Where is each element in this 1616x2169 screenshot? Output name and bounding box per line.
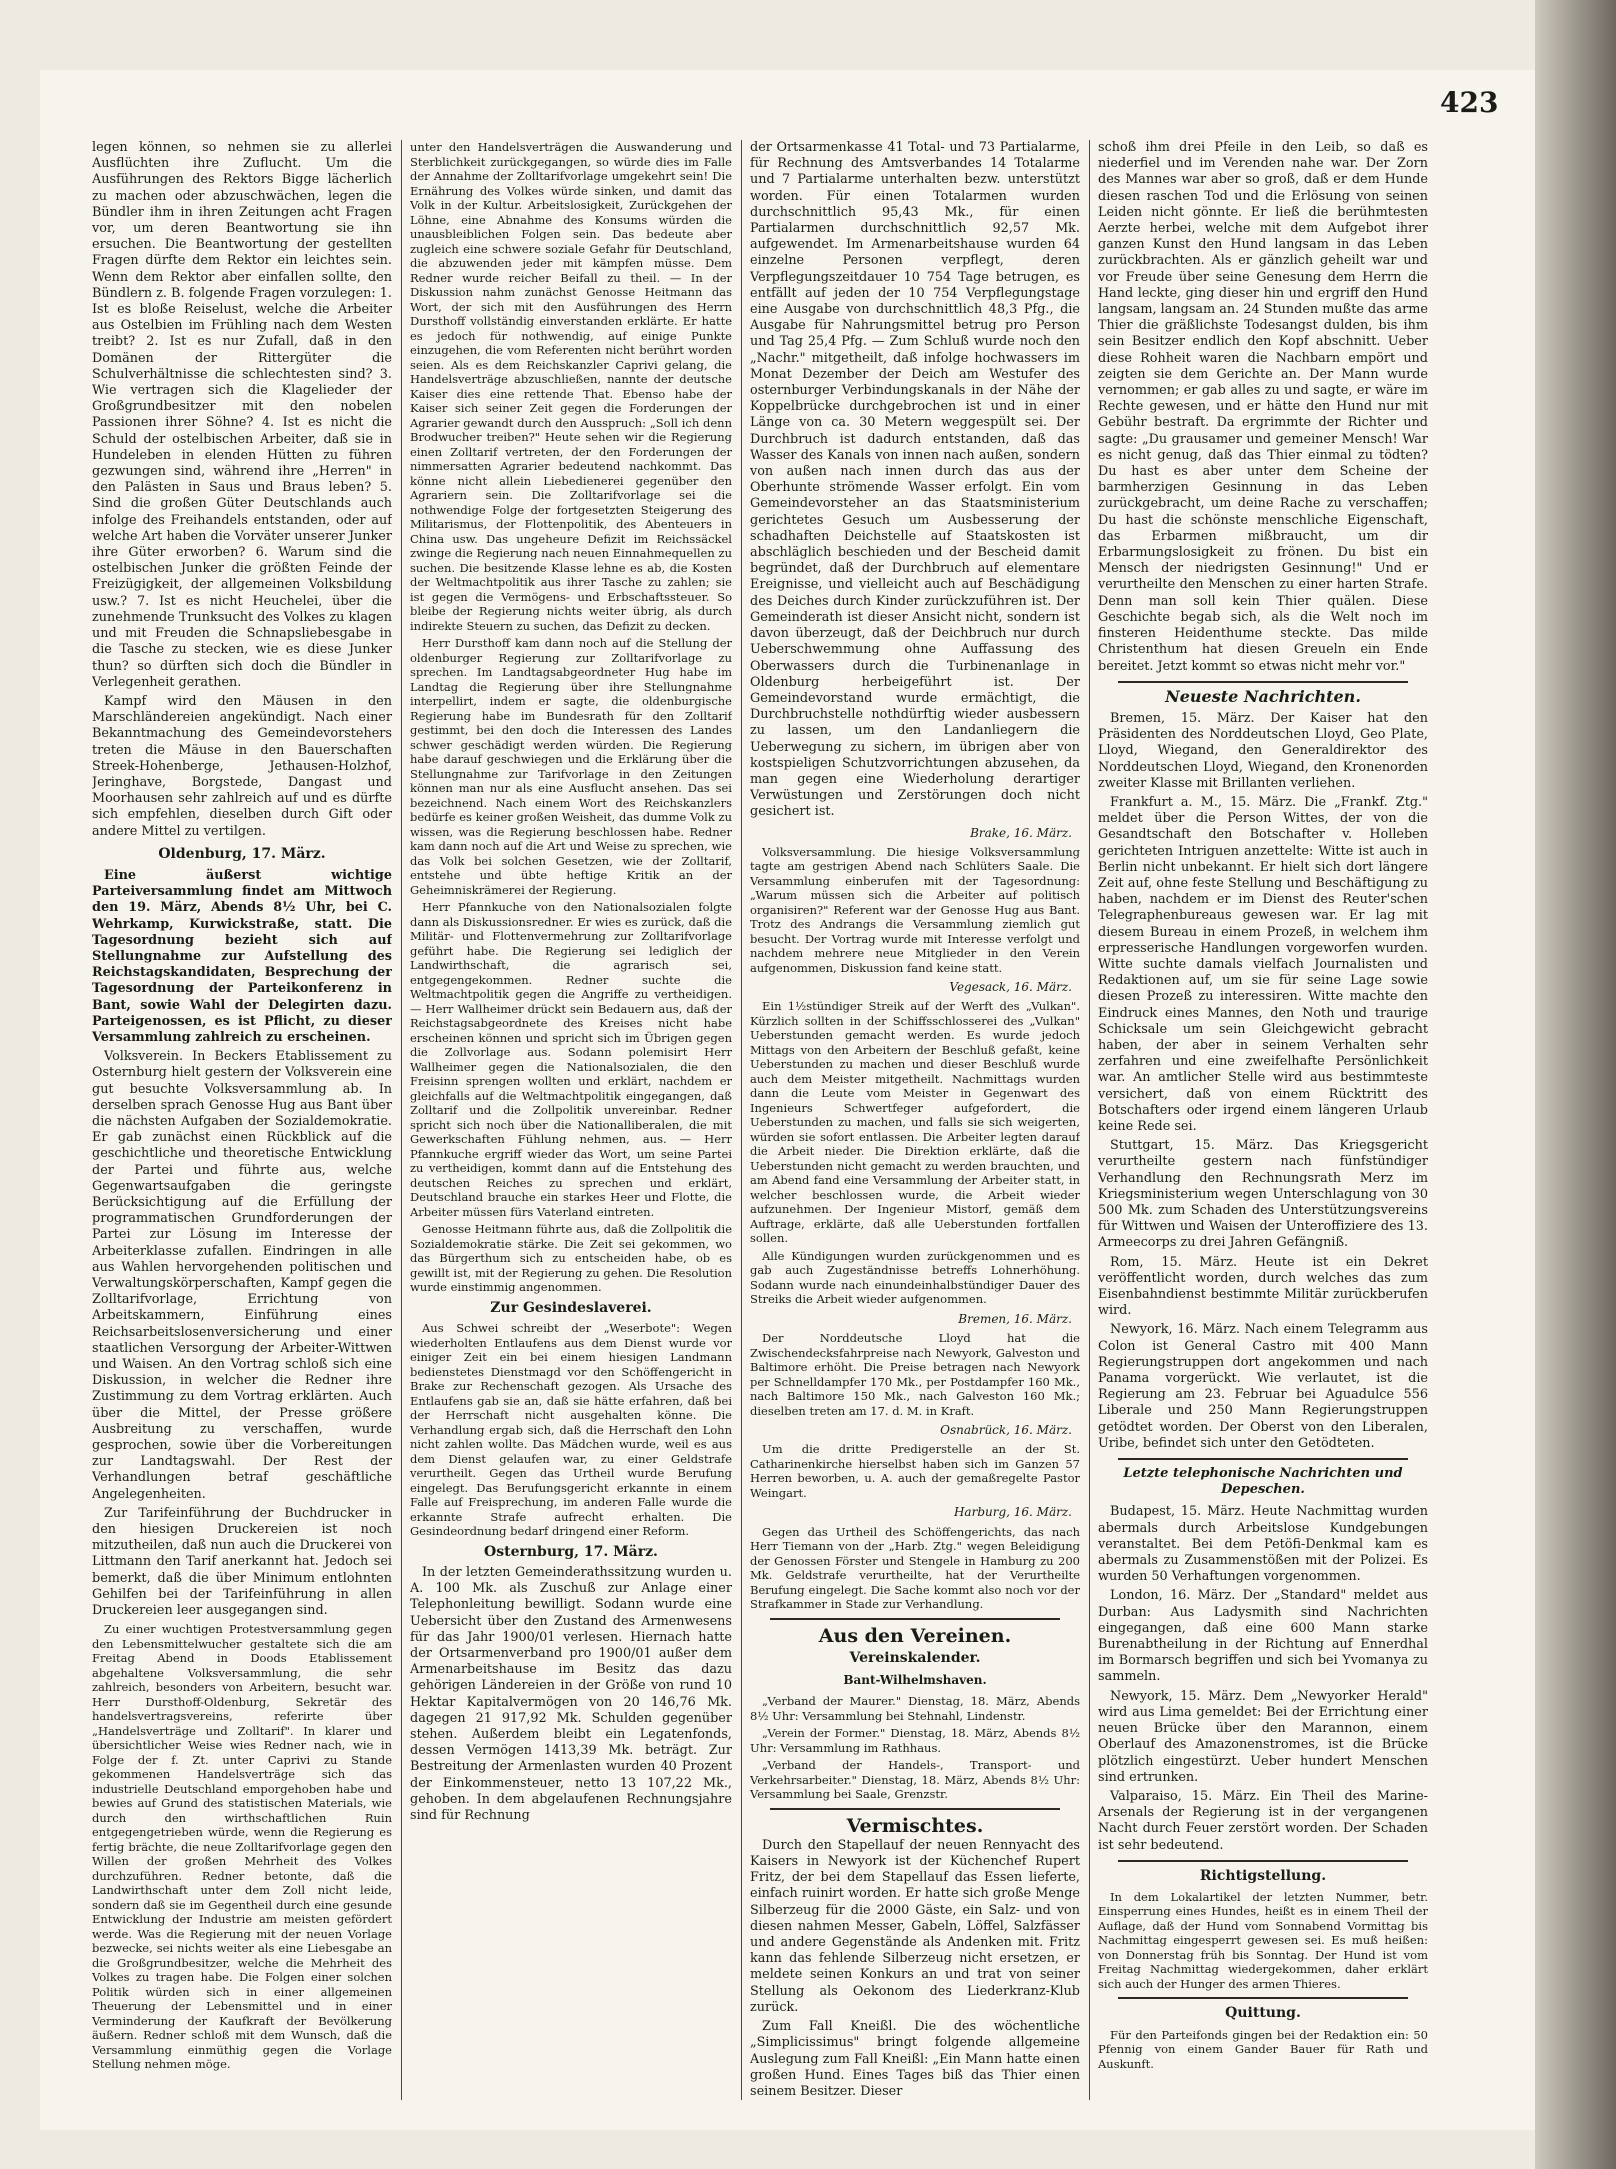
article-text: Um die dritte Predigerstelle an der St. Catharinenkirche hierselbst haben sich im Ganzen 57 Herren beworben, u. A. auch der gemaßregelte Pastor Weingart. [750,1442,1080,1500]
column-3 [750,140,1080,2100]
article-text: Aus Schwei schreibt der „Weserbote": Wegen wiederholten Entlaufens aus dem Dienst wurde vor einiger Zeit ein bei einem hiesigen Landmann bedienstetes Dienstmagd vor den Schöffengericht in Brake zur Rechenschaft gezogen. Als Ursache des Entlaufens gab sie an, daß sie hätte erfahren, daß bei der Herrschaft nicht ausgehalten könne. Die Verhandlung ergab sich, daß die Herrschaft den Lohn nicht zahlen wollte. Das Mädchen wurde, weil es aus dem Dienst gelaufen war, zu einer Geldstrafe verurtheilt. Gegen das Urtheil wurde Berufung eingelegt. Das Berufungsgericht erkannte in einem Falle auf Freisprechung, im anderen Falle wurde die erkannte Strafe aufrecht erhalten. Die Gesindeordnung bedarf dringend einer Reform. [410,1321,732,1538]
calendar-entry: „Verein der Former." Dienstag, 18. März, Abends 8½ Uhr: Versammlung im Rathhaus. [750,1726,1080,1755]
dateline: Vegesack, 16. März. [949,980,1072,995]
article-text: Volksversammlung. Die hiesige Volksversammlung tagte am gestrigen Abend nach Schlüters Saale. Die Versammlung einberufen mit der Tagesordnung: „Warum müssen sich die Arbeiter auf politisch organisiren?" Referent war der Genosse Hug aus Bant. Trotz des Andrangs die Versammlung ziemlich gut besucht. Der Vortrag wurde mit Interesse verfolgt und nachdem mehrere neue Mitglieder in den Verein aufgenommen, Diskussion fand keine statt. [750,844,1080,975]
article-text: Eine äußerst wichtige Parteiversammlung findet am Mittwoch den 19. März, Abends 8½ Uhr, bei C. Wehrkamp, Kurwickstraße, statt. Die Tagesordnung bezieht sich auf Stellungnahme zur Aufstellung des Reichstagskandidaten, Besprechung der Tagesordnung der Parteikonferenz in Bant, sowie Wahl der Delegirten dazu. Parteigenossen, es ist Pflicht, zu dieser Versammlung zahlreich zu erscheinen. [92,867,392,1045]
column-4 [1098,140,1428,2100]
article-text: Newyork, 15. März. Dem „Newyorker Herald" wird aus Lima gemeldet: Bei der Errichtung einer neuen Brücke über den Marannon, einem Oberlauf des Amazonenstromes, ist die Brücke plötzlich eingestürzt. Ueber hundert Menschen sind ertrunken. [1098,1688,1428,1785]
column-1 [92,140,392,2100]
section-rule [1118,1997,1408,1999]
section-heading: Aus den Vereinen. [818,1624,1012,1647]
article-text: Genosse Heitmann führte aus, daß die Zollpolitik die Sozialdemokratie stärke. Die Zeit sei gekommen, wo das Bürgerthum sich zu entscheiden habe, ob es gewillt ist, mit der Regierung zu gehen. Die Resolution wurde einstimmig angenommen. [410,1222,732,1294]
section-heading: Quittung. [1225,2005,1301,2022]
article-text: legen können, so nehmen sie zu allerlei Ausflüchten ihre Zuflucht. Um die Ausführungen des Rektors Bigge lächerlich zu machen oder abzuschwächen, legen die Bündler ihm in ihren Zeitungen acht Fragen vor, um deren Beantwortung sie ihn ersuchen. Die Beantwortung der gestellten Fragen dürfte dem Rektor ein leichtes sein. Wenn dem Rektor aber einfallen sollte, den Bündlern z. B. folgende Fragen vorzulegen: 1. Ist es bloße Reiselust, welche die Arbeiter aus Ostelbien im Frühling nach dem Westen treibt? 2. Ist es nur Zufall, daß in den Domänen der Rittergüter die Schulverhältnisse die schlechtesten sind? 3. Wie vertragen sich die Klagelieder der Großgrundbesitzer mit den nobelen Passionen ihrer Söhne? 4. Ist es nicht die Schuld der ostelbischen Arbeiter, daß sie in Hundeleben in elenden Hütten zu führen gezwungen sind, während ihre „Herren" in den Palästen in Saus und Braus leben? 5. Sind die großen Güter Deutschlands auch infolge des Freihandels entstanden, oder auf welche Art haben die Vorväter unserer Junker ihre Güter erworben? 6. Warum sind die ostelbischen Junker die größten Feinde der Freizügigkeit, der allgemeinen Volksbildung usw.? 7. Ist es nicht Heuchelei, über die zunehmende Trunksucht des Volkes zu klagen und mit Freuden die Schnapsliebesgabe in die Tasche zu stecken, wie es diese Junker thun? so dürften sich doch die Bündler in Verlegenheit gerathen. [92,140,392,690]
article-text: Zu einer wuchtigen Protestversammlung gegen den Lebensmittelwucher gestaltete sich die am Freitag Abend in Doods Etablissement abgehaltene Volksversammlung, die sehr zahlreich, besonders von Arbeitern, besucht war. Herr Dursthoff-Oldenburg, Sekretär des handelsvertragsvereins, referirte über „Handelsverträge und Zolltarif". In klarer und übersichtlicher Weise wies Redner nach, wie in Folge der f. Zt. unter Caprivi zu Stande gekommenen Handelsverträge sich das industrielle Deutschland emporgehoben habe und bewies auf Grund des statistischen Materials, wie durch den wirthschaftlichen Ruin entgegengetrieben würde, wenn die Regierung es fertig brächte, die neue Zolltarifvorlage gegen den Willen der großen Mehrheit des Volkes durchzuführen. Redner betonte, daß die Landwirthschaft unter dem Zoll nicht leide, sondern daß sie im Gegentheil durch eine gesunde Entwicklung der Industrie am meisten gefördert werde. Was die Regierung mit der neuen Vorlage bezwecke, sei nichts weiter als eine Liebesgabe an die Großgrundbesitzer, welche die Mehrheit des Volkes zu tragen habe. Die Folgen einer solchen Politik würden sich in einer allgemeinen Theuerung der Lebensmittel und in einer Verminderung der Kaufkraft der Bevölkerung äußern. Redner schloß mit dem Wunsch, daß die Versammlung einmüthig gegen die Vorlage Stellung nehmen möge. [92,1622,392,2072]
article-text: Alle Kündigungen wurden zurückgenommen und es gab auch Zugeständnisse betreffs Lohnerhöhung. Sodann wurde nach einundeinhalbstündiger Dauer des Streiks die Arbeit wieder aufgenommen. [750,1248,1080,1307]
section-heading: Neueste Nachrichten. [1165,686,1361,706]
section-rule [1118,1458,1408,1460]
section-heading: Letzte telephonische Nachrichten und Depeschen. [1123,1466,1403,1498]
article-text: Valparaiso, 15. März. Ein Theil des Marine-Arsenals der Regierung ist in der vergangenen Nacht durch Feuer zerstört worden. Der Schaden ist sehr bedeutend. [1098,1788,1428,1853]
article-text: Zum Fall Kneißl. Die des wöchentliche „Simplicissimus" bringt folgende allgemeine Auslegung zum Fall Kneißl: „Ein Mann hatte einen großen Hund. Eines Tages biß das Thier einen seinem Besitzer. Dieser [750,2019,1080,2099]
article-text: In der letzten Gemeinderathssitzung wurden u. A. 100 Mk. als Zuschuß zur Anlage einer Telephonleitung bewilligt. Sodann wurde eine Uebersicht über den Zustand des Armenwesens für das Jahr 1900/01 verlesen. Hiernach hatte der Ortsarmenverband pro 1900/01 außer dem Armenarbeitshause im Besitz das dazu gehörigen Ländereien in der Größe von rund 10 Hektar Kapitalvermögen von 20 146,76 Mk. dagegen 21 917,92 Mk. Schulden gegenüber stehen. Außerdem bleibt ein Legatenfonds, dessen Vermögen 1413,39 Mk. beträgt. Zur Bestreitung der Armenlasten wurden 40 Prozent der Einkommensteuer, netto 13 107,22 Mk., gehoben. In dem abgelaufenen Rechnungsjahre sind für Rechnung [410,1565,732,1824]
dateline: Harburg, 16. März. [953,1505,1072,1520]
section-heading: Vermischtes. [846,1814,984,1837]
article-text: Herr Pfannkuche von den Nationalsozialen folgte dann als Diskussionsredner. Er wies es zurück, daß die Militär- und Flottenvermehrung zur Zolltarifvorlage geführt habe. Die Regierung sei lediglich der Landwirthschaft, die agrarisch sei, entgegengekommen. Redner suchte die Weltmachtpolitik gegen die Angriffe zu vertheidigen. — Herr Wallheimer drückt sein Bedauern aus, daß der Reichstagsabgeordnete des Kreises nicht habe erscheinen können und spricht sich im Übrigen gegen die Zollvorlage aus. Sodann polemisirt Herr Wallheimer gegen die Nationalsozialen, die den Freisinn sprengen wollten und erklärt, nachdem er gleichfalls auf die Weltmachtpolitik eingegangen, daß Zolltarif und die Zollpolitik unvereinbar. Redner spricht sich noch über die Nationalliberalen, die mit Gewerkschaften Fühlung nehmen, aus. — Herr Pfannkuche ergriff wieder das Wort, um seine Partei zu vertheidigen, kommt dann auf die Entstehung des deutschen Reiches zu sprechen und erklärt, Deutschland brauche ein starkes Heer und Flotte, die Arbeiter müssen fürs Vaterland eintreten. [410,900,732,1219]
article-text: London, 16. März. Der „Standard" meldet aus Durban: Aus Ladysmith sind Nachrichten eingegangen, daß eine 600 Mann starke Burenabtheilung in der Richtung auf Ennerdhal im Bormarsch begriffen und sich bei Yvomanya zu sammeln. [1098,1588,1428,1685]
article-text: Kampf wird den Mäusen in den Marschländereien angekündigt. Nach einer Bekanntmachung des Gemeindevorstehers treten die Mäuse in den Bauerschaften Streek-Hohenberge, Jethausen-Holzhof, Jeringhave, Borgstede, Dangast und Moorhausen sehr zahlreich auf und es dürfte sich empfehlen, dieselben durch Gift oder andere Mittel zu vertilgen. [92,693,392,839]
article-text: Herr Dursthoff kam dann noch auf die Stellung der oldenburger Regierung zur Zolltarifvorlage zu sprechen. Im Landtagsabgeordneter Hug habe im Landtag die Regierung über ihre Stellungnahme interpellirt, indem er sagte, die oldenburgische Regierung habe im Bundesrath für den Zolltarif gestimmt, bei den doch die Interessen des Landes schwer geschädigt werden würden. Die Regierung habe darauf geschwiegen und die Erklärung über die Stellungnahme zur Tarifvorlage in den Zeitungen können man nur als eine Ausflucht ansehen. Das sei bezeichnend. Nach einem Wort des Reichskanzlers bedürfe es keiner großen Weisheit, das dumme Volk zu wissen, was die Regierung beschlossen habe. Redner kam dann noch auf die Art und Weise zu sprechen, wie das Volk bei solchen Gesetzen, wie der Zolltarif, entstehe und übte heftige Kritik an der Geheimniskrämerei der Regierung. [410,636,732,897]
article-text: Bremen, 15. März. Der Kaiser hat den Präsidenten des Norddeutschen Lloyd, Geo Plate, Lloyd, Wiegand, den Generaldirektor des Norddeutschen Lloyd, Wiegand, den Kronenorden zweiter Klasse mit Brillanten verliehen. [1098,710,1428,791]
article-text: Newyork, 16. März. Nach einem Telegramm aus Colon ist General Castro mit 400 Mann Regierungstruppen dort angekommen und nach Panama vorgerückt. Wie verlautet, ist die Regierung am 23. Februar bei Aguadulce 556 Liberale und 250 Mann Regierungstruppen getödtet worden. Der Oberst von den Liberalen, Uribe, befindet sich unter den Getödteten. [1098,1322,1428,1451]
adjacent-page-edge [1535,0,1616,2169]
article-text: Rom, 15. März. Heute ist ein Dekret veröffentlicht worden, durch welches das zum Eisenbahndienst bestimmte Militär zurückberufen wird. [1098,1254,1428,1319]
article-text: In dem Lokalartikel der letzten Nummer, betr. Einsperrung eines Hundes, heißt es in einem Theil der Auflage, daß der Hund vom Sonnabend Vormittag bis Nachmittag eingesperrt gewesen sei. Es muß heißen: von Donnerstag früh bis Sonntag. Der Hund ist vom Freitag Nachmittag wiedergekommen, daher erklärt sich auch der Hunger des armen Thieres. [1098,1889,1428,1991]
calendar-title: Vereinskalender. [849,1649,981,1666]
article-text: Stuttgart, 15. März. Das Kriegsgericht verurtheilte gestern nach fünfstündiger Verhandlung den Rechnungsrath Merz im Kriegsministerium wegen Unterschlagung von 30 500 Mk. zum Schaden des Unterstützungsvereins für Wittwen und Waisen der Unteroffiziere des 13. Armeecorps zu drei Jahren Gefängniß. [1098,1138,1428,1251]
section-rule [1118,681,1408,683]
dateline: Brake, 16. März. [970,825,1072,840]
article-text: Budapest, 15. März. Heute Nachmittag wurden abermals durch Arbeitslose Kundgebungen veranstaltet. Bei dem Petöfi-Denkmal kam es abermals zu Zusammenstößen mit der Polizei. Es wurden 50 Verhaftungen vorgenommen. [1098,1504,1428,1585]
column-rule [741,140,742,2100]
subheading: Zur Gesindeslaverei. [490,1299,652,1316]
page-number: 423 [1440,86,1499,119]
section-rule [1118,1860,1408,1862]
calendar-entry: „Verband der Maurer." Dienstag, 18. März, Abends 8½ Uhr: Versammlung bei Stehnahl, Lindenstr. [750,1694,1080,1723]
article-text: Für den Parteifonds gingen bei der Redaktion ein: 50 Pfennig von einem Gander Bauer für Rath und Auskunft. [1098,2027,1428,2071]
article-text: Ein 1½stündiger Streik auf der Werft des „Vulkan". Kürzlich sollten in der Schiffsschlosserei des „Vulkan" Ueberstunden gemacht werden. Es wurde jedoch Mittags von den Arbeitern der Beschluß gefaßt, keine Ueberstunden zu machen und dieser Beschluß wurde auch dem Meister mitgetheilt. Nachmittags wurden dann die Leute vom Meister in Gegenwart des Ingenieurs Schwertfeger aufgefordert, die Ueberstunden zu machen, und falls sie sich weigerten, würden sie sofort entlassen. Die Arbeiter legten darauf die Arbeit nieder. Die Direktion erklärte, daß die Ueberstunden nicht gemacht zu werden brauchten, und am Abend fand eine Versammlung der Arbeiter statt, in welcher beschlossen wurde, die Arbeit wieder aufzunehmen. Der Ingenieur Mistorf, gemäß dem Auftrage, erklärte, daß alle Ueberstunden fortfallen sollen. [750,999,1080,1246]
column-rule [401,140,402,2100]
calendar-place: Bant-Wilhelmshaven. [843,1672,987,1687]
article-text: der Ortsarmenkasse 41 Total- und 73 Partialarme, für Rechnung des Amtsverbandes 14 Totalarme und 7 Partialarme unterhalten bezw. unterstützt worden. Für einen Totalarmen wurden durchschnittlich 95,43 Mk., für einen Partialarmen durchschnittlich 92,57 Mk. aufgewendet. Im Armenarbeitshause wurden 64 einzelne Personen verpflegt, deren Verpflegungszeitdauer 10 754 Tage betrugen, es entfällt auf jeden der 10 754 Verpflegungstage eine Ausgabe von durchschnittlich 48,3 Pfg., die Ausgabe für Nahrungsmittel betrug pro Person und Tag 25,4 Pfg. — Zum Schluß wurde noch den „Nachr." mitgetheilt, daß infolge hochwassers im Monat Dezember der Deich am Westufer des osternburger Verbindungskanals in der Nähe der Koppelbrücke durchgebrochen ist und in einer Länge von ca. 30 Metern weggespült sei. Der Durchbruch ist dadurch entstanden, daß das Wasser des Kanals von innen nach außen, sondern von außen nach innen durch das aus der Oberhunte strömende Wasser erfolgt. Ein vom Gemeindevorsteher an das Staatsministerium gerichtetes Gesuch um Ausbesserung der schadhaften Deichstelle auf Staatskosten ist abschläglich beschieden und der Bescheid damit begründet, daß der Durchbruch auf elementare Ereignisse, und vielleicht auch auf Beschädigung des Deiches durch Kinder zurückzuführen ist. Der Gemeinderath ist dieser Ansicht nicht, sondern ist davon überzeugt, daß der Deichbruch nur durch Ueberschwemmung ohne Auffassung des Oberwassers durch die Turbinenanlage in Oldenburg herbeigeführt ist. Der Gemeindevorstand wurde ermächtigt, die Durchbruchstelle nothdürftig wieder ausbessern zu lassen, um den Landanliegern die Ueberwegung zu sichern, im übrigen aber von kostspieligen Schutzvorrichtungen abzusehen, da man gegen eine Wiederholung derartiger Verwüstungen und Zerstörungen doch nicht gesichert ist. [750,140,1080,820]
section-heading: Richtigstellung. [1199,1867,1327,1884]
article-text: Frankfurt a. M., 15. März. Die „Frankf. Ztg." meldet über die Person Wittes, der von die Gesandtschaft den Botschafter v. Holleben gerichteten Intriguen anzettelte: Witte ist auch in Berlin nicht unbekannt. Er hielt sich dort längere Zeit auf, ohne feste Stellung und Beschäftigung zu haben, nachdem er im Dienst des Reuter'schen Telegraphenbureaus gewesen war. Er lag mit diesem Bureau in einem Prozeß, in welchem ihm erpresserische Handlungen vorgeworfen wurden. Witte suchte damals vielfach Journalisten und Redaktionen auf, um sie für seine Lage sowie diesen Prozeß zu interessiren. Witte machte den Eindruck eines Mannes, den Noth und traurige Schicksale um sein Gleichgewicht gebracht haben, der aber in seinem Verhalten sehr zerfahren und eine zweifelhafte Persönlichkeit war. An amtlicher Stelle wird aus bestimmteste versichert, daß von einem Rücktritt des Botschafters oder irgend einem längeren Urlaub keine Rede sei. [1098,794,1428,1134]
column-2 [410,140,732,2100]
dateline: Bremen, 16. März. [958,1311,1072,1326]
article-text: unter den Handelsverträgen die Auswanderung und Sterblichkeit zurückgegangen, so würde dies im Falle der Annahme der Zolltarifvorlage umgekehrt sein! Die Ernährung des Volkes würde sinken, und damit das Volk in der Kultur. Arbeitslosigkeit, Zurückgehen der Löhne, eine Abnahme des Konsums würden die unausbleiblichen Folgen sein. Das bedeute aber zugleich eine schwere soziale Gefahr für Deutschland, die abzuwenden jeder mit kämpfen müsse. Dem Redner wurde reicher Beifall zu theil. — In der Diskussion nahm zunächst Genosse Heitmann das Wort, der sich mit den Ausführungen des Herrn Dursthoff vollständig einverstanden erklärte. Er hatte es jedoch für nothwendig, auf einige Punkte einzugehen, die vom Referenten nicht berührt worden seien. Als es dem Reichskanzler Caprivi gelang, die Handelsverträge abzuschließen, nannte der deutsche Kaiser dies eine rettende That. Ebenso habe der Kaiser sich seiner Zeit gegen die Forderungen der Agrarier gewandt durch den Ausspruch: „Soll ich denn Brodwucher treiben?" Heute sehen wir die Regierung einen Zolltarif vertreten, der den Forderungen der nimmersatten Agrarier bedeutend nachkommt. Das könne nicht allein Liebedienerei gegenüber den Agrariern sein. Die Zolltarifvorlage sei die nothwendige Folge der fortgesetzten Steigerung des Militarismus, der Flottenpolitik, des Abenteuers in China usw. Das ungeheure Defizit im Reichssäckel zwinge die Regierung nach neuen Einnahmequellen zu suchen. Die besitzende Klasse lehne es ab, die Kosten der Weltmachtpolitik aus ihrer Tasche zu zahlen; sie ist gegen die Vermögens- und Erbschaftssteuer. So bleibe der Regierung nichts weiter übrig, als durch indirekte Steuern zu suchen, das Defizit zu decken. [410,140,732,633]
section-rule [770,1618,1060,1620]
calendar-entry: „Verband der Handels-, Transport- und Verkehrsarbeiter." Dienstag, 18. März, Abends 8½ Uhr: Versammlung bei Saale, Grenzstr. [750,1758,1080,1802]
column-rule [1089,140,1090,2100]
dateline: Osternburg, 17. März. [484,1543,658,1560]
section-rule [770,1808,1060,1810]
article-text: Durch den Stapellauf der neuen Rennyacht des Kaisers in Newyork ist der Küchenchef Rupert Fritz, der bei dem Stapellauf das Essen lieferte, einfach ruinirt worden. Er hatte sich große Menge Silberzeug für die 2000 Gäste, ein Salz- und von diesen nahmen Messer, Gabeln, Löffel, Salzfässer und andere Gegenstände als Andenken mit. Fritz kann das fehlende Silberzeug nicht ersetzen, er meldete seinen Konkurs an und trat von seiner Stellung als Oekonom des Liederkranz-Klub zurück. [750,1837,1080,2015]
article-text: Zur Tarifeinführung der Buchdrucker in den hiesigen Druckereien ist noch mitzutheilen, daß nun auch die Druckerei von Littmann den Tarif anerkannt hat. Jedoch sei bemerkt, daß die über Minimum entlohnten Gehilfen bei der Tarifeinführung in allen Druckereien leer ausgegangen sind. [92,1505,392,1619]
dateline: Osnabrück, 16. März. [940,1423,1072,1438]
dateline: Oldenburg, 17. März. [158,845,326,862]
article-text: Der Norddeutsche Lloyd hat die Zwischendecksfahrpreise nach Newyork, Galveston und Baltimore erhöht. Die Preise betragen nach Newyork per Schnelldampfer 170 Mk., per Postdampfer 160 Mk., nach Baltimore 150 Mk., nach Galveston 160 Mk.; dieselben treten am 17. d. M. in Kraft. [750,1331,1080,1418]
article-text: Volksverein. In Beckers Etablissement zu Osternburg hielt gestern der Volksverein eine gut besuchte Volksversammlung ab. In derselben sprach Genosse Hug aus Bant über die nächsten Aufgaben der Sozialdemokratie. Er gab zunächst einen Rückblick auf die geschichtliche und theoretische Entwicklung der Partei und führte aus, welche Gegenwartsaufgaben die geringste Berücksichtigung auf die Erfüllung der programmatischen Grundforderungen der Partei zur Lösung im Interesse der Arbeiterklasse zufallen. Eindringen in alle aus Wahlen hervorgehenden politischen und Verwaltungskörperschaften, Kampf gegen die Zolltarifvorlage, Errichtung von Arbeitskammern, Einführung eines Reichsarbeitslosenversicherung und einer staatlichen Versorgung der Arbeiter-Wittwen und Waisen. An den Vortrag schloß sich eine Diskussion, in welcher die Redner ihre Zustimmung zu dem Vortrag erklärten. Auch über die Mittel, der Presse größere Ausbreitung zu verschaffen, wurde gesprochen, sowie über die Vorbereitungen zur Landtagswahl. Der Rest der Verhandlungen betraf geschäftliche Angelegenheiten. [92,1049,392,1502]
article-text: Gegen das Urtheil des Schöffengerichts, das nach Herr Tiemann von der „Harb. Ztg." wegen Beleidigung der Genossen Förster und Stengele in Hamburg zu 200 Mk. Geldstrafe verurtheilte, hat der Verurtheilte Berufung eingelegt. Die Sache kommt also noch vor der Strafkammer in Stade zur Verhandlung. [750,1524,1080,1612]
article-text: schoß ihm drei Pfeile in den Leib, so daß es niederfiel und im Verenden nahe war. Der Zorn des Mannes war aber so groß, daß er dem Hunde diesen raschen Tod und die Erlösung von seinen Leiden nicht gönnte. Er ließ die berühmtesten Aerzte herbei, welche mit dem Aufgebot ihrer ganzen Kunst den Hund langsam in das Leben zurückbrachten. Als er gänzlich geheilt war und vor Freude über seine Genesung dem Herrn die Hand leckte, ging dieser hin und ergriff den Hund langsam, langsam an. 24 Stunden mußte das arme Thier die gräßlichste Todesangst dulden, bis ihm sein Besitzer endlich den Kopf abschnitt. Ueber diese Rohheit waren die Nachbarn empört und zeigten sie dem Gerichte an. Der Mann wurde vernommen; er gab alles zu und sagte, er wäre im Rechte gewesen, und er hätte den Hund nur mit Gebühr bestraft. Da ergrimmte der Richter und sagte: „Du grausamer und gemeiner Mensch! War es nicht genug, daß das Thier einmal zu tödten? Du hast es aber unter dem Scheine der barmherzigen Gesinnung in das Leben zurückgebracht, um deine Rache zu verschaffen; Du hast die schönste menschliche Eigenschaft, das Erbarmen mißbraucht, um dir Erbarmungslosigkeit zu frönen. Du bist ein Mensch der niedrigsten Gesinnung!" Und er verurtheilte den Menschen zu einer harten Strafe. Denn man soll kein Thier quälen. Diese Geschichte begab sich, als die Welt noch im finsteren Heidenthume steckte. Das milde Christenthum hat diesen Greueln ein Ende bereitet. Jetzt kommt so etwas nicht mehr vor." [1098,140,1428,674]
